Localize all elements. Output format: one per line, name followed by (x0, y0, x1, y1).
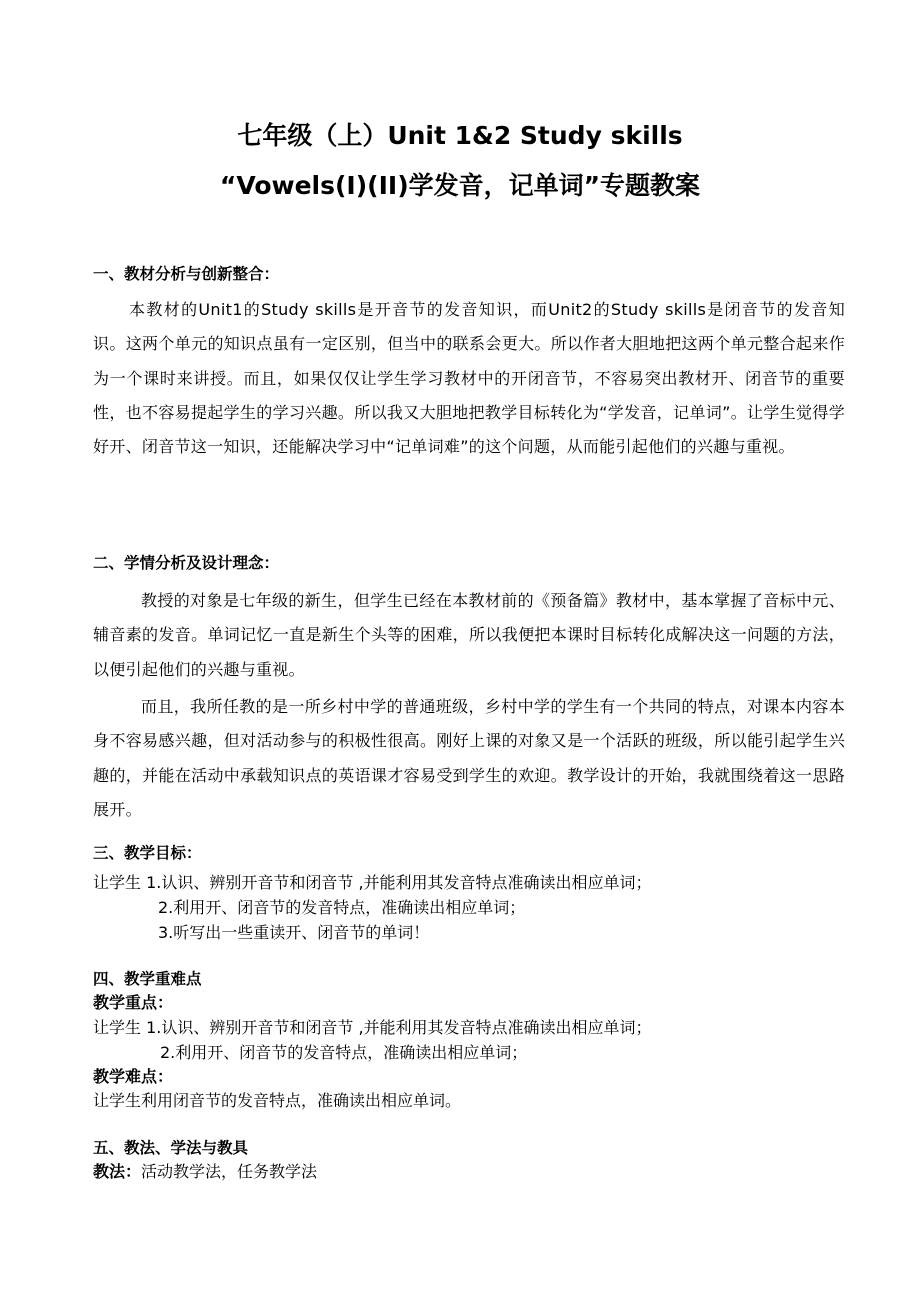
section2-paragraph1: 教授的对象是七年级的新生，但学生已经在本教材前的《预备篇》教材中，基本掌握了音标中元、辅音素的发音。单词记忆一直是新生个头等的困难，所以我便把本课时目标转化成解决这一问题的方法，以便引起他们的兴趣与重视。 (93, 591, 845, 679)
section4-heading: 四、教学重难点 (93, 970, 202, 988)
document-title-line2: “Vowels(I)(II)学发音，记单词”专题教案 (219, 171, 701, 200)
section3-goal-3: 3.听写出一些重读开、闭音节的单词！ (158, 923, 430, 942)
section4-key-label: 教学重点： (93, 993, 174, 1012)
section3-goal-1: 让学生 1.认识、辨别开音节和闭音节 ,并能利用其发音特点准确读出相应单词； (93, 873, 652, 892)
section1-heading: 一、教材分析与创新整合： (93, 265, 280, 283)
section4-key-item-2: 2.利用开、闭音节的发音特点，准确读出相应单词； (160, 1043, 528, 1062)
section2-heading: 二、学情分析及设计理念： (93, 554, 280, 572)
section4-difficult-label: 教学难点： (93, 1067, 174, 1086)
section5-method-label: 教法： (93, 1162, 142, 1181)
document-title-line1: 七年级（上）Unit 1&2 Study skills (237, 121, 683, 150)
section3-goal-2: 2.利用开、闭音节的发音特点，准确读出相应单词； (158, 898, 526, 917)
section4-key-item-1: 让学生 1.认识、辨别开音节和闭音节 ,并能利用其发音特点准确读出相应单词； (93, 1018, 652, 1037)
section5-method-text: 活动教学法，任务教学法 (141, 1162, 318, 1181)
section5-method (93, 1161, 317, 1183)
section4-difficult-text: 让学生利用闭音节的发音特点，准确读出相应单词。 (93, 1091, 462, 1110)
section3-heading: 三、教学目标： (93, 844, 202, 862)
section5-heading: 五、教法、学法与教具 (93, 1139, 249, 1157)
section1-paragraph: 本教材的Unit1的Study skills是开音节的发音知识，而Unit2的Study skills是闭音节的发音知识。这两个单元的知识点虽有一定区别，但当中的联系会更大。所以作者大胆地把这两个单元整合起来作为一个课时来讲授。而且，如果仅仅让学生学习教材中的开闭音节，不容易突出教材开、闭音节的重要性，也不容易提起学生的学习兴趣。所以我又大胆地把教学目标转化为“学发音，记单词”。让学生觉得学好开、闭音节这一知识，还能解决学习中“记单词难”的这个问题，从而能引起他们的兴趣与重视。 (93, 300, 845, 457)
section2-paragraph2: 而且，我所任教的是一所乡村中学的普通班级，乡村中学的学生有一个共同的特点，对课本内容本身不容易感兴趣，但对活动参与的积极性很高。刚好上课的对象又是一个活跃的班级，所以能引起学生兴趣的，并能在活动中承载知识点的英语课才容易受到学生的欢迎。教学设计的开始，我就围绕着这一思路展开。 (93, 697, 845, 819)
